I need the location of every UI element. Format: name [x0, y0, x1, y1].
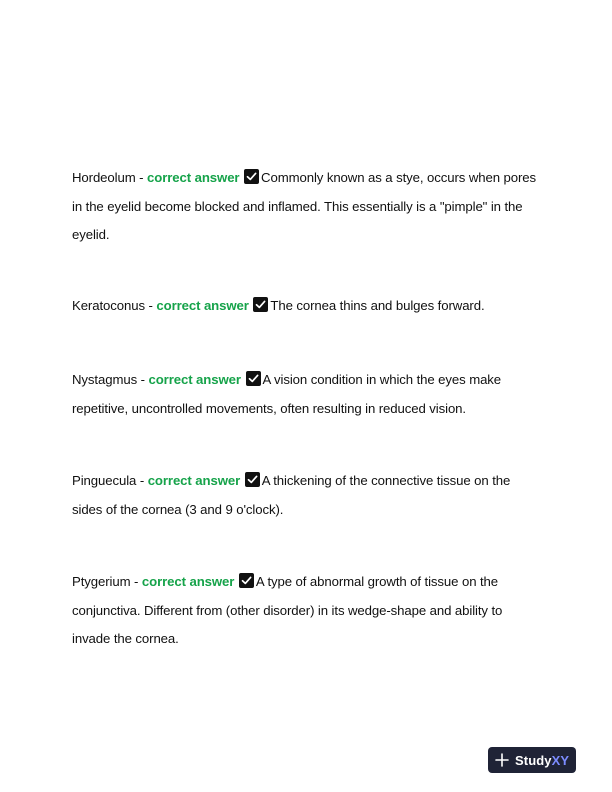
term: Keratoconus — [72, 298, 145, 313]
correct-answer-label: correct answer — [156, 298, 249, 313]
correct-answer-label: correct answer — [147, 473, 241, 488]
flashcard-entry — [72, 366, 542, 423]
plus-icon — [495, 753, 509, 767]
definition: A vision condition in which the eyes make repetitive, uncontrolled movements, often resulting in reduced vision. — [72, 372, 502, 416]
separator: - — [130, 574, 142, 589]
definition: A thickening of the connective tissue on the sides of the cornea (3 and 9 o'clock). — [72, 473, 511, 517]
flashcard-entry — [72, 568, 542, 654]
correct-answer-label: correct answer — [147, 170, 240, 185]
flashcard-entry — [72, 292, 542, 321]
separator: - — [135, 170, 148, 185]
brand-accent: XY — [551, 752, 570, 768]
check-box-icon — [246, 371, 261, 386]
definition: Commonly known as a stye, occurs when pores in the eyelid become blocked and inflamed. This essentially is a "pimple" in the eyelid. — [72, 170, 537, 242]
correct-answer-label: correct answer — [141, 574, 235, 589]
check-box-icon — [253, 297, 268, 312]
term: Hordeolum — [72, 170, 136, 185]
correct-answer-label: correct answer — [148, 372, 241, 387]
brand-name — [515, 753, 569, 768]
brand-main: Study — [515, 752, 552, 768]
definition: The cornea thins and bulges forward. — [270, 298, 485, 313]
separator: - — [144, 298, 157, 313]
check-box-icon — [239, 573, 254, 588]
flashcard-entry — [72, 164, 542, 250]
definition: A type of abnormal growth of tissue on the conjunctiva. Different from (other disorder) in its wedge-shape and ability to invade the cornea. — [72, 574, 503, 646]
term: Pinguecula — [72, 473, 137, 488]
separator: - — [136, 473, 148, 488]
term: Nystagmus — [72, 372, 138, 387]
studyxy-badge[interactable] — [488, 747, 576, 773]
term: Ptygerium — [72, 574, 131, 589]
separator: - — [137, 372, 149, 387]
flashcard-entry — [72, 467, 542, 524]
check-box-icon — [244, 169, 259, 184]
check-box-icon — [245, 472, 260, 487]
